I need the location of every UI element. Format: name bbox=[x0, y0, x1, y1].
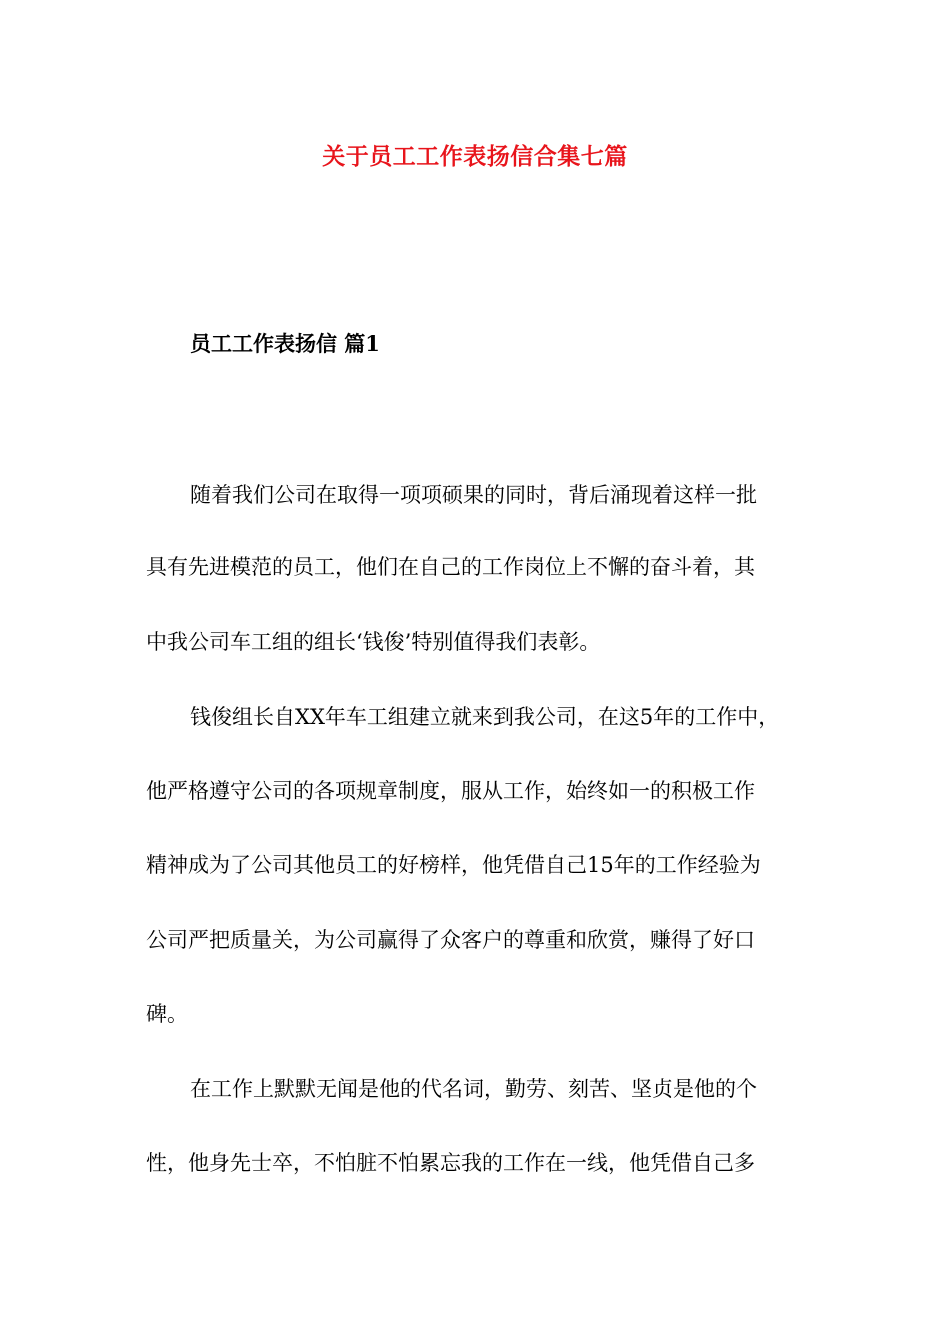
paragraph-line: 随着我们公司在取得一项项硕果的同时，背后涌现着这样一批 bbox=[190, 483, 757, 507]
paragraph-line: 碑。 bbox=[146, 1002, 188, 1026]
paragraph-line: 公司严把质量关，为公司赢得了众客户的尊重和欣赏，赚得了好口 bbox=[146, 928, 755, 952]
paragraph-line: 具有先进模范的员工，他们在自己的工作岗位上不懈的奋斗着，其 bbox=[146, 555, 755, 579]
section-heading: 员工工作表扬信 篇1 bbox=[190, 331, 380, 356]
paragraph-line: 他严格遵守公司的各项规章制度，服从工作，始终如一的积极工作 bbox=[146, 779, 755, 803]
paragraph-line: 中我公司车工组的组长‘钱俊’特别值得我们表彰。 bbox=[146, 630, 601, 654]
paragraph-line: 性，他身先士卒，不怕脏不怕累忘我的工作在一线，他凭借自己多 bbox=[146, 1151, 755, 1175]
paragraph-line: 在工作上默默无闻是他的代名词，勤劳、刻苦、坚贞是他的个 bbox=[190, 1077, 757, 1101]
document-title: 关于员工工作表扬信合集七篇 bbox=[322, 143, 628, 170]
paragraph-line: 钱俊组长自XX年车工组建立就来到我公司，在这5年的工作中， bbox=[190, 705, 780, 729]
paragraph-line: 精神成为了公司其他员工的好榜样，他凭借自己15年的工作经验为 bbox=[146, 853, 761, 877]
